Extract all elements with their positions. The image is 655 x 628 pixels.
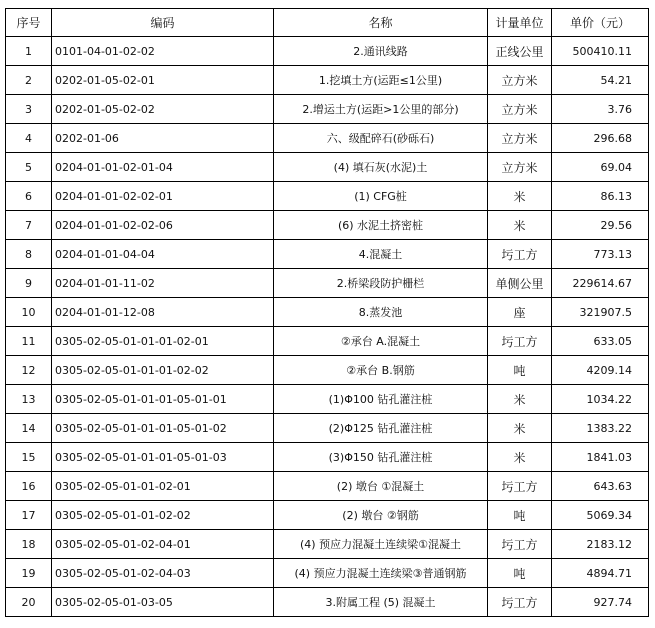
cell-seq: 20: [6, 588, 52, 617]
cell-seq: 2: [6, 66, 52, 95]
cell-unit: 正线公里: [488, 37, 552, 66]
cell-name: (1) CFG桩: [274, 182, 488, 211]
header-seq: 序号: [6, 9, 52, 37]
table-row: [6, 559, 649, 588]
table-row: [6, 95, 649, 124]
cell-price: 3.76: [552, 95, 649, 124]
header-name: 名称: [274, 9, 488, 37]
cell-name: 2.桥梁段防护栅栏: [274, 269, 488, 298]
cell-code: 0204-01-01-02-02-06: [52, 211, 274, 240]
table-body: [6, 37, 649, 617]
cell-unit: 单侧公里: [488, 269, 552, 298]
cell-price: 69.04: [552, 153, 649, 182]
cell-unit: 圬工方: [488, 530, 552, 559]
table-row: [6, 240, 649, 269]
cell-name: (4) 填石灰(水泥)土: [274, 153, 488, 182]
cell-code: 0204-01-01-04-04: [52, 240, 274, 269]
table-row: [6, 66, 649, 95]
cell-unit: 米: [488, 182, 552, 211]
cell-code: 0202-01-06: [52, 124, 274, 153]
cell-seq: 3: [6, 95, 52, 124]
cell-name: (1)Φ100 钻孔灌注桩: [274, 385, 488, 414]
table-row: [6, 211, 649, 240]
cell-seq: 10: [6, 298, 52, 327]
cell-price: 2183.12: [552, 530, 649, 559]
cell-name: (6) 水泥土挤密桩: [274, 211, 488, 240]
cell-code: 0204-01-01-11-02: [52, 269, 274, 298]
cell-price: 927.74: [552, 588, 649, 617]
cell-code: 0305-02-05-01-02-04-03: [52, 559, 274, 588]
header-code: 编码: [52, 9, 274, 37]
cell-name: (2) 墩台 ②钢筋: [274, 501, 488, 530]
cell-name: 2.增运土方(运距>1公里的部分): [274, 95, 488, 124]
table-row: [6, 153, 649, 182]
header-unit: 计量单位: [488, 9, 552, 37]
table-row: [6, 501, 649, 530]
cell-code: 0202-01-05-02-01: [52, 66, 274, 95]
cell-code: 0204-01-01-12-08: [52, 298, 274, 327]
cell-price: 1841.03: [552, 443, 649, 472]
cell-name: ②承台 B.钢筋: [274, 356, 488, 385]
table-row: [6, 414, 649, 443]
cell-unit: 座: [488, 298, 552, 327]
cell-name: (4) 预应力混凝土连续梁③普通钢筋: [274, 559, 488, 588]
cell-seq: 6: [6, 182, 52, 211]
cell-code: 0305-02-05-01-01-01-02-01: [52, 327, 274, 356]
cell-code: 0305-02-05-01-01-01-05-01-01: [52, 385, 274, 414]
cell-price: 643.63: [552, 472, 649, 501]
table-row: [6, 269, 649, 298]
cell-unit: 吨: [488, 501, 552, 530]
cell-code: 0305-02-05-01-01-02-01: [52, 472, 274, 501]
cell-price: 29.56: [552, 211, 649, 240]
cell-unit: 圬工方: [488, 240, 552, 269]
cell-unit: 立方米: [488, 153, 552, 182]
cell-unit: 圬工方: [488, 327, 552, 356]
cell-price: 54.21: [552, 66, 649, 95]
cell-seq: 12: [6, 356, 52, 385]
cell-name: 2.通讯线路: [274, 37, 488, 66]
cell-code: 0305-02-05-01-01-01-02-02: [52, 356, 274, 385]
cell-code: 0305-02-05-01-01-01-05-01-02: [52, 414, 274, 443]
cell-seq: 19: [6, 559, 52, 588]
table-row: [6, 443, 649, 472]
table-row: [6, 298, 649, 327]
table-row: [6, 37, 649, 66]
cell-code: 0204-01-01-02-02-01: [52, 182, 274, 211]
cell-code: 0305-02-05-01-03-05: [52, 588, 274, 617]
cell-seq: 9: [6, 269, 52, 298]
price-table: [5, 8, 649, 617]
cell-seq: 1: [6, 37, 52, 66]
header-price: 单价（元）: [552, 9, 649, 37]
cell-price: 296.68: [552, 124, 649, 153]
cell-unit: 立方米: [488, 66, 552, 95]
cell-name: (4) 预应力混凝土连续梁①混凝土: [274, 530, 488, 559]
cell-price: 1034.22: [552, 385, 649, 414]
table-row: [6, 356, 649, 385]
cell-seq: 7: [6, 211, 52, 240]
cell-price: 5069.34: [552, 501, 649, 530]
cell-unit: 立方米: [488, 124, 552, 153]
cell-seq: 16: [6, 472, 52, 501]
cell-unit: 圬工方: [488, 588, 552, 617]
cell-price: 229614.67: [552, 269, 649, 298]
cell-unit: 圬工方: [488, 472, 552, 501]
cell-unit: 吨: [488, 559, 552, 588]
table-container: [5, 8, 649, 617]
table-row: [6, 530, 649, 559]
cell-code: 0305-02-05-01-01-01-05-01-03: [52, 443, 274, 472]
cell-name: 4.混凝土: [274, 240, 488, 269]
cell-price: 4894.71: [552, 559, 649, 588]
cell-unit: 立方米: [488, 95, 552, 124]
cell-name: 六、级配碎石(砂砾石): [274, 124, 488, 153]
cell-code: 0305-02-05-01-02-04-01: [52, 530, 274, 559]
cell-name: (2) 墩台 ①混凝土: [274, 472, 488, 501]
cell-seq: 8: [6, 240, 52, 269]
cell-name: 8.蒸发池: [274, 298, 488, 327]
cell-code: 0101-04-01-02-02: [52, 37, 274, 66]
cell-name: (3)Φ150 钻孔灌注桩: [274, 443, 488, 472]
table-row: [6, 182, 649, 211]
cell-name: ②承台 A.混凝土: [274, 327, 488, 356]
cell-price: 4209.14: [552, 356, 649, 385]
cell-unit: 米: [488, 385, 552, 414]
cell-name: 3.附属工程 (5) 混凝土: [274, 588, 488, 617]
table-row: [6, 124, 649, 153]
cell-seq: 4: [6, 124, 52, 153]
cell-price: 500410.11: [552, 37, 649, 66]
table-row: [6, 472, 649, 501]
cell-seq: 14: [6, 414, 52, 443]
header-row: [6, 9, 649, 37]
table-row: [6, 327, 649, 356]
cell-price: 321907.5: [552, 298, 649, 327]
cell-price: 1383.22: [552, 414, 649, 443]
cell-seq: 18: [6, 530, 52, 559]
cell-seq: 15: [6, 443, 52, 472]
cell-price: 86.13: [552, 182, 649, 211]
cell-unit: 米: [488, 211, 552, 240]
table-row: [6, 385, 649, 414]
cell-seq: 11: [6, 327, 52, 356]
cell-code: 0204-01-01-02-01-04: [52, 153, 274, 182]
cell-name: 1.挖填土方(运距≤1公里): [274, 66, 488, 95]
cell-seq: 5: [6, 153, 52, 182]
cell-price: 773.13: [552, 240, 649, 269]
cell-code: 0305-02-05-01-01-02-02: [52, 501, 274, 530]
cell-price: 633.05: [552, 327, 649, 356]
cell-name: (2)Φ125 钻孔灌注桩: [274, 414, 488, 443]
table-row: [6, 588, 649, 617]
cell-unit: 吨: [488, 356, 552, 385]
cell-seq: 13: [6, 385, 52, 414]
cell-code: 0202-01-05-02-02: [52, 95, 274, 124]
cell-unit: 米: [488, 414, 552, 443]
cell-seq: 17: [6, 501, 52, 530]
cell-unit: 米: [488, 443, 552, 472]
